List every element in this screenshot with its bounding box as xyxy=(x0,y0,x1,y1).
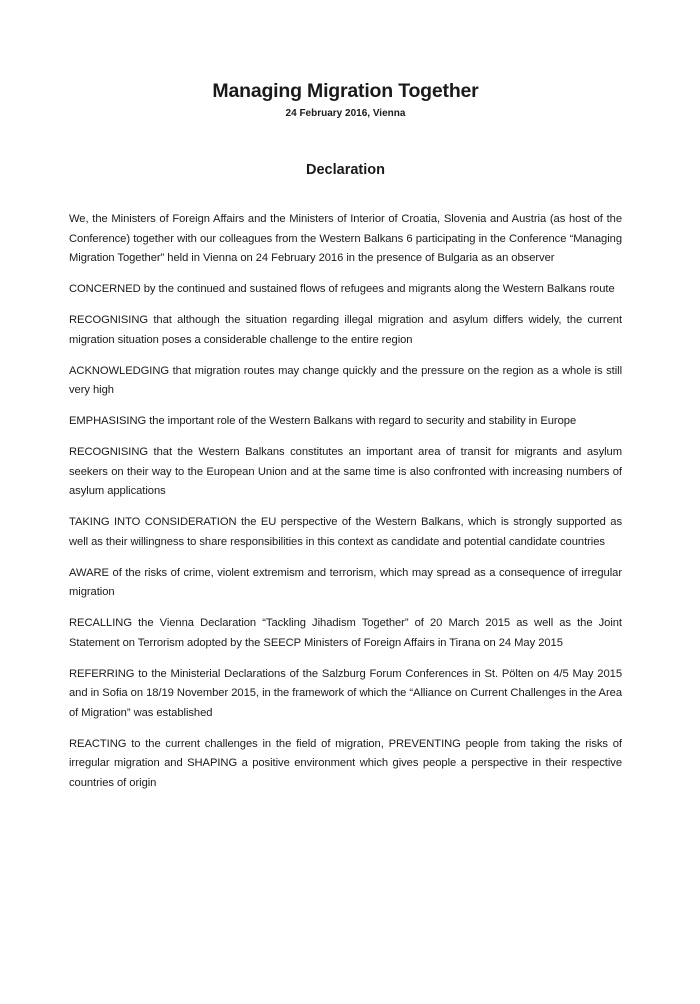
paragraph-reacting: REACTING to the current challenges in the field of migration, PREVENTING people from taking the risks of irregular migration and SHAPING a positive environment which gives people a perspective in their respective countries of origin xyxy=(69,737,622,789)
paragraph-recognising-asylum: RECOGNISING that although the situation regarding illegal migration and asylum differs widely, the current migration situation poses a considerable challenge to the entire region xyxy=(69,314,622,346)
declaration-heading: Declaration xyxy=(306,162,385,178)
paragraph-emphasising: EMPHASISING the important role of the Western Balkans with regard to security and stability in Europe xyxy=(69,415,577,427)
declaration-body xyxy=(69,210,622,793)
paragraph-taking-into-consideration: TAKING INTO CONSIDERATION the EU perspective of the Western Balkans, which is strongly supported as well as their willingness to share responsibilities in this context as candidate and potential candidate countries xyxy=(69,516,622,548)
paragraph-referring: REFERRING to the Ministerial Declarations of the Salzburg Forum Conferences in St. Pölten on 4/5 May 2015 and in Sofia on 18/19 November 2015, in the framework of which the “Alliance on Current Challenges in the Area of Migration” was established xyxy=(69,667,622,719)
paragraph-aware: AWARE of the risks of crime, violent extremism and terrorism, which may spread as a consequence of irregular migration xyxy=(69,566,622,598)
paragraph-acknowledging: ACKNOWLEDGING that migration routes may change quickly and the pressure on the region as a whole is still very high xyxy=(69,364,622,396)
paragraph-preamble: We, the Ministers of Foreign Affairs and the Ministers of Interior of Croatia, Slovenia and Austria (as host of the Conference) together with our colleagues from the Western Balkans 6 participating in the Conference “Managing Migration Together” held in Vienna on 24 February 2016 in the presence of Bulgaria as an observer xyxy=(69,213,622,264)
paragraph-concerned: CONCERNED by the continued and sustained flows of refugees and migrants along the Western Balkans route xyxy=(69,283,615,295)
document-date-place: 24 February 2016, Vienna xyxy=(285,108,406,119)
paragraph-recalling: RECALLING the Vienna Declaration “Tackling Jihadism Together” of 20 March 2015 as well as the Joint Statement on Terrorism adopted by the SEECP Ministers of Foreign Affairs in Tirana on 24 May 2015 xyxy=(69,617,622,649)
document-title: Managing Migration Together xyxy=(212,80,479,102)
paragraph-recognising-transit: RECOGNISING that the Western Balkans constitutes an important area of transit for migrants and asylum seekers on their way to the European Union and at the same time is also confronted with increasing numbers of asylum applications xyxy=(69,446,622,497)
